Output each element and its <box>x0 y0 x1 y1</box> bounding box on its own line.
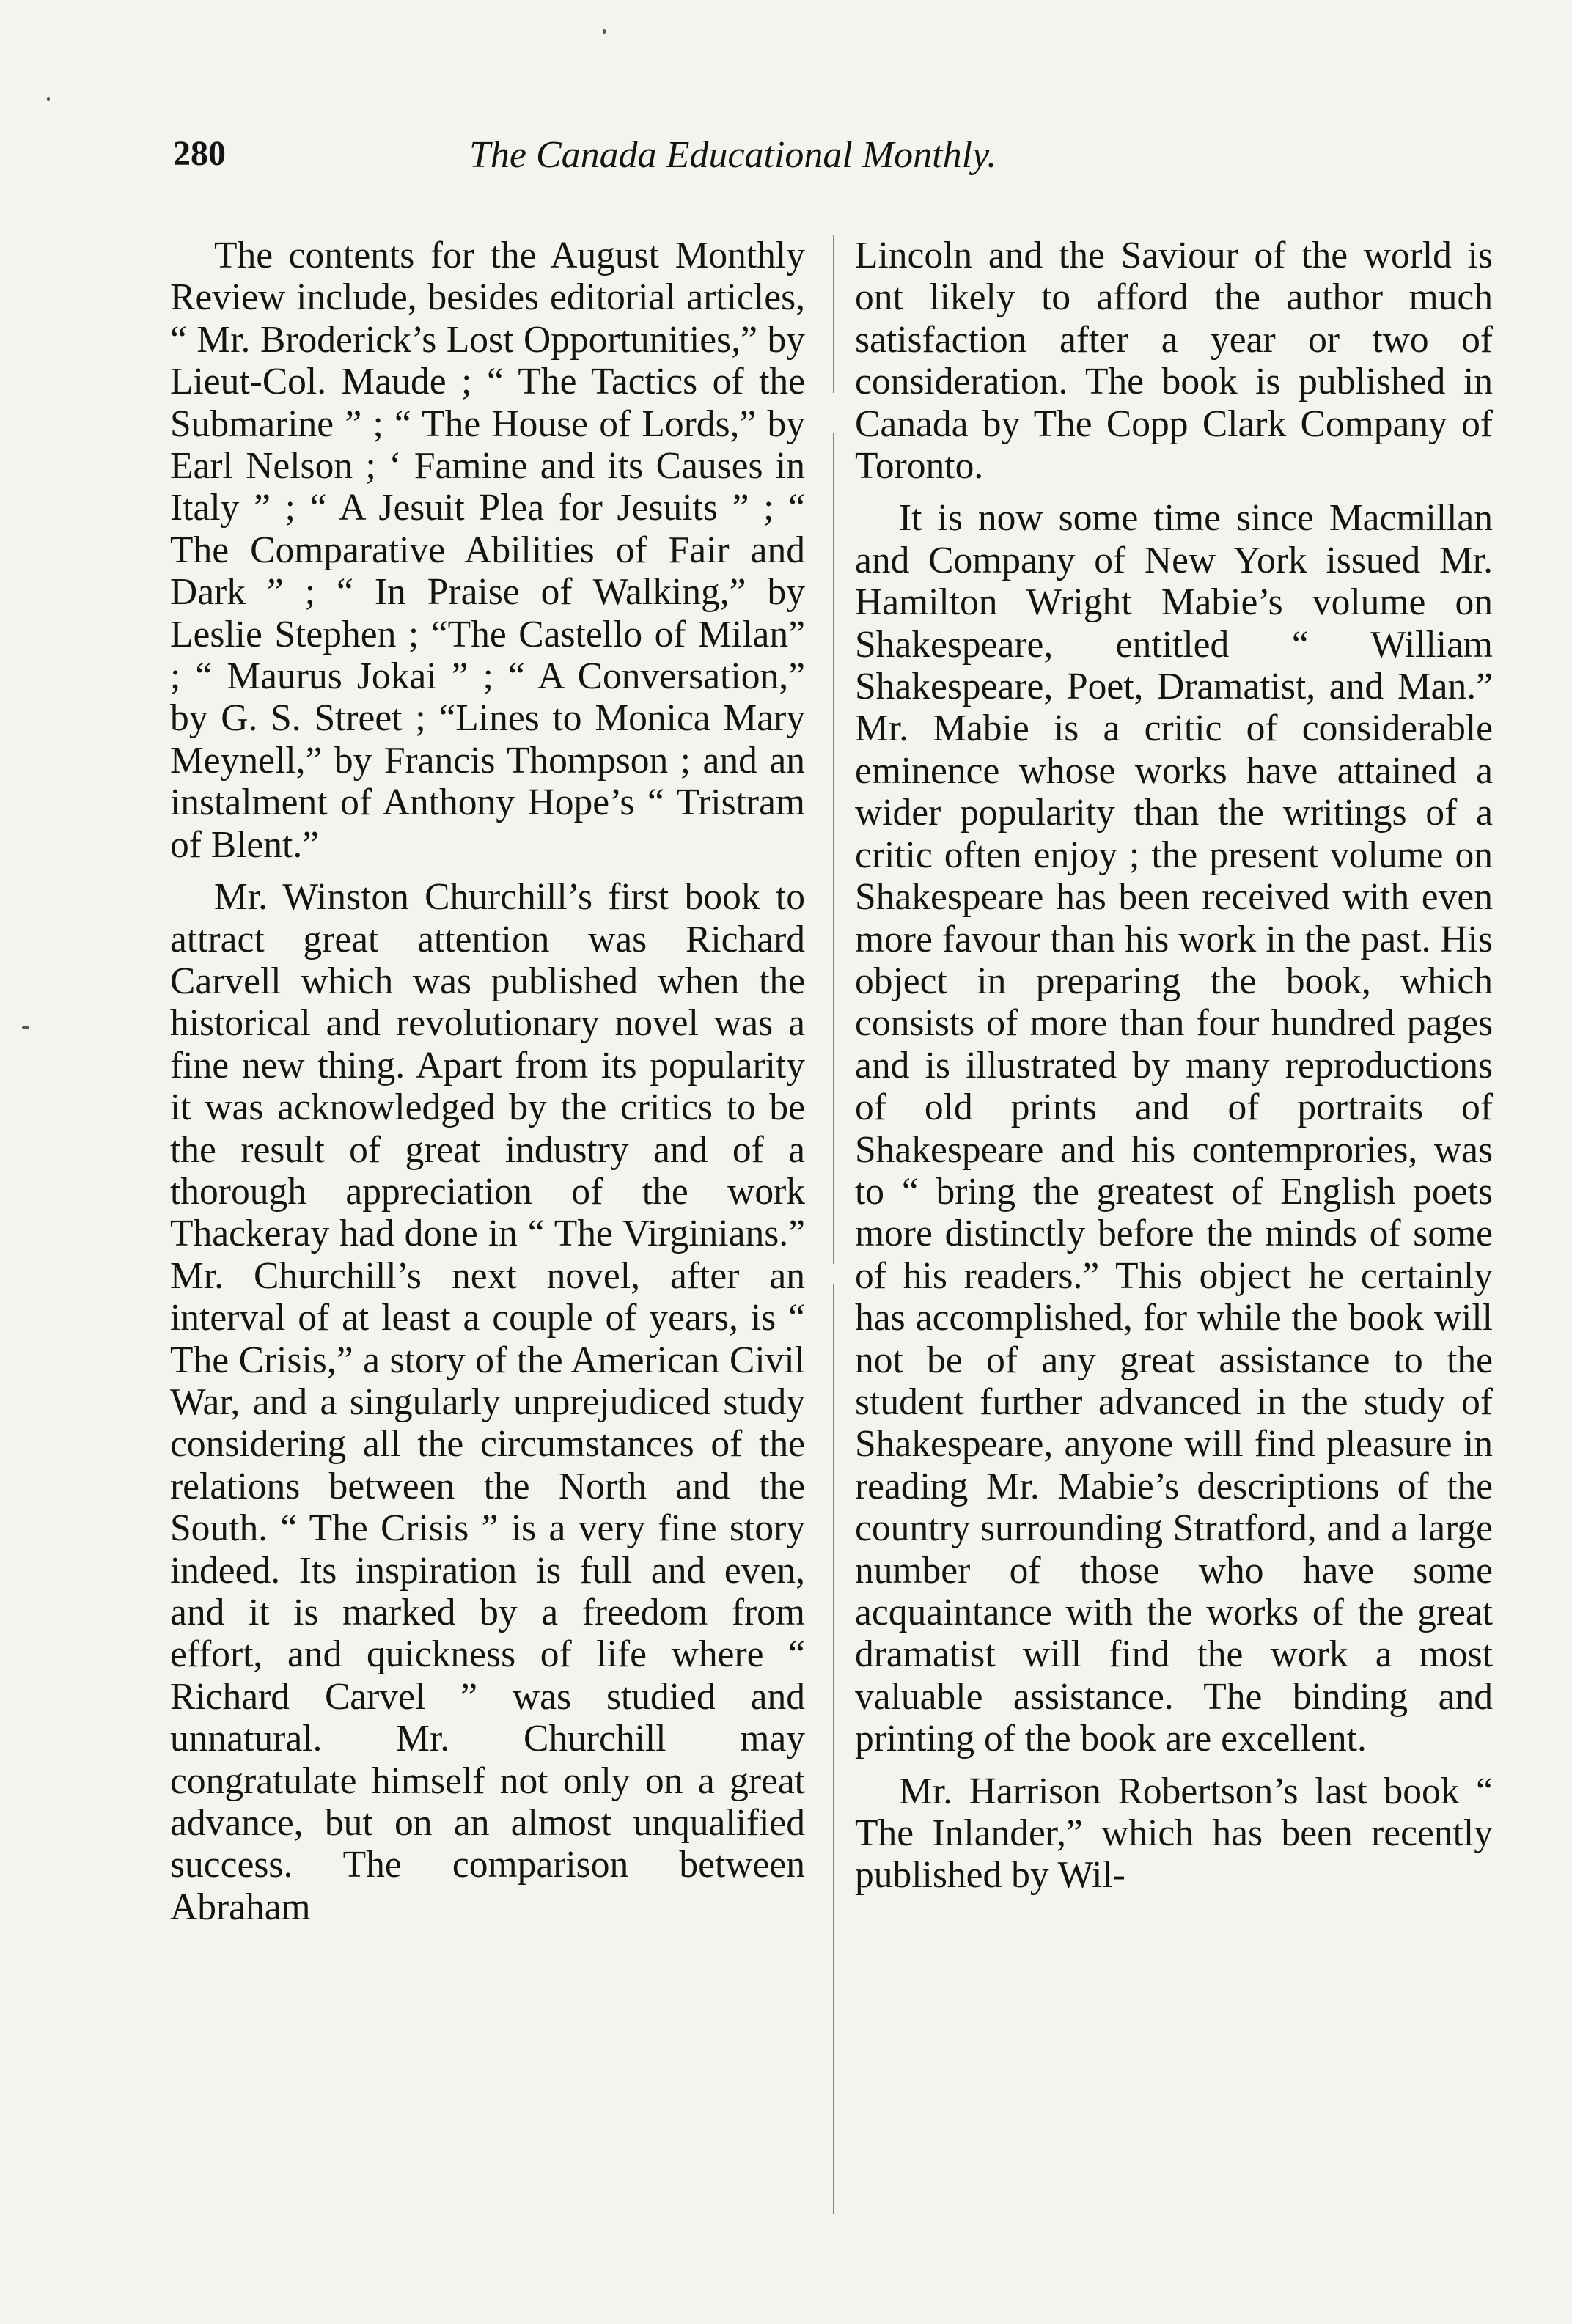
paragraph-churchill-crisis: Mr. Winston Churchill’s first book to attract great attention was Richard Carvell which was published when the historical and revolutionary novel was a fine new thing. Apart from its popularity it was acknowledged by the critics to be the result of great industry and of a thorough appreciation of the work Thackeray had done in “ The Virginians.” Mr. Churchill’s next novel, after an interval of at least a couple of years, is “ The Crisis,” a story of the American Civil War, and a singularly unprejudiced study considering all the circumstances of the relations between the North and the South. “ The Crisis ” is a very fine story indeed. Its inspiration is full and even, and it is marked by a freedom from effort, and quickness of life where “ Richard Carvel ” was studied and unnatural. Mr. Churchill may congratulate himself not only on a great advance, but on an almost unqualified success. The comparison between Abraham <box>170 876 805 1928</box>
scan-speck <box>22 1026 29 1029</box>
left-column <box>170 235 805 1928</box>
right-column <box>855 235 1493 1897</box>
running-title: The Canada Educational Monthly. <box>469 134 997 176</box>
paragraph-continued: Lincoln and the Saviour of the world is ont likely to afford the author much satisfaction after a year or two of consideration. The book is published in Canada by The Copp Clark Company of Toronto. <box>855 235 1493 488</box>
paragraph-monthly-review: The contents for the August Monthly Review include, besides editorial articles, “ Mr. Broderick’s Lost Opportunities,” by Lieut-Col. Maude ; “ The Tactics of the Submarine ” ; “ The House of Lords,” by Earl Nelson ; ‘ Famine and its Causes in Italy ” ; “ A Jesuit Plea for Jesuits ” ; “ The Comparative Abilities of Fair and Dark ” ; “ In Praise of Walking,” by Leslie Stephen ; “The Castello of Milan” ; “ Maurus Jokai ” ; “ A Conversation,” by G. S. Street ; “Lines to Monica Mary Meynell,” by Francis Thompson ; and an instalment of Anthony Hope’s “ Tristram of Blent.” <box>170 235 805 866</box>
running-header <box>0 133 1572 185</box>
paragraph-mabie-shakespeare: It is now some time since Macmillan and Company of New York issued Mr. Hamilton Wright Mabie’s volume on Shakespeare, entitled “ William Shakespeare, Poet, Dramatist, and Man.” Mr. Mabie is a critic of considerable eminence whose works have attained a wider popularity than the writings of a critic often enjoy ; the present volume on Shakespeare has been received with even more favour than his work in the past. His object in preparing the book, which consists of more than four hundred pages and is illustrated by many reproductions of old prints and of portraits of Shakespeare and his contemprories, was to “ bring the greatest of English poets more distinctly before the minds of some of his readers.” This object he certainly has accomplished, for while the book will not be of any great assistance to the student further advanced in the study of Shakespeare, anyone will find pleasure in reading Mr. Mabie’s descriptions of the country surrounding Stratford, and a large number of those who have some acquaintance with the works of the great dramatist will find the work a most valuable assistance. The binding and printing of the book are excellent. <box>855 497 1493 1760</box>
paragraph-robertson-inlander: Mr. Harrison Robertson’s last book “ The Inlander,” which has been recently published by Wil- <box>855 1770 1493 1897</box>
scan-speck <box>603 29 606 34</box>
page-number: 280 <box>173 134 226 173</box>
scan-speck <box>47 97 50 101</box>
column-divider <box>833 235 834 2214</box>
